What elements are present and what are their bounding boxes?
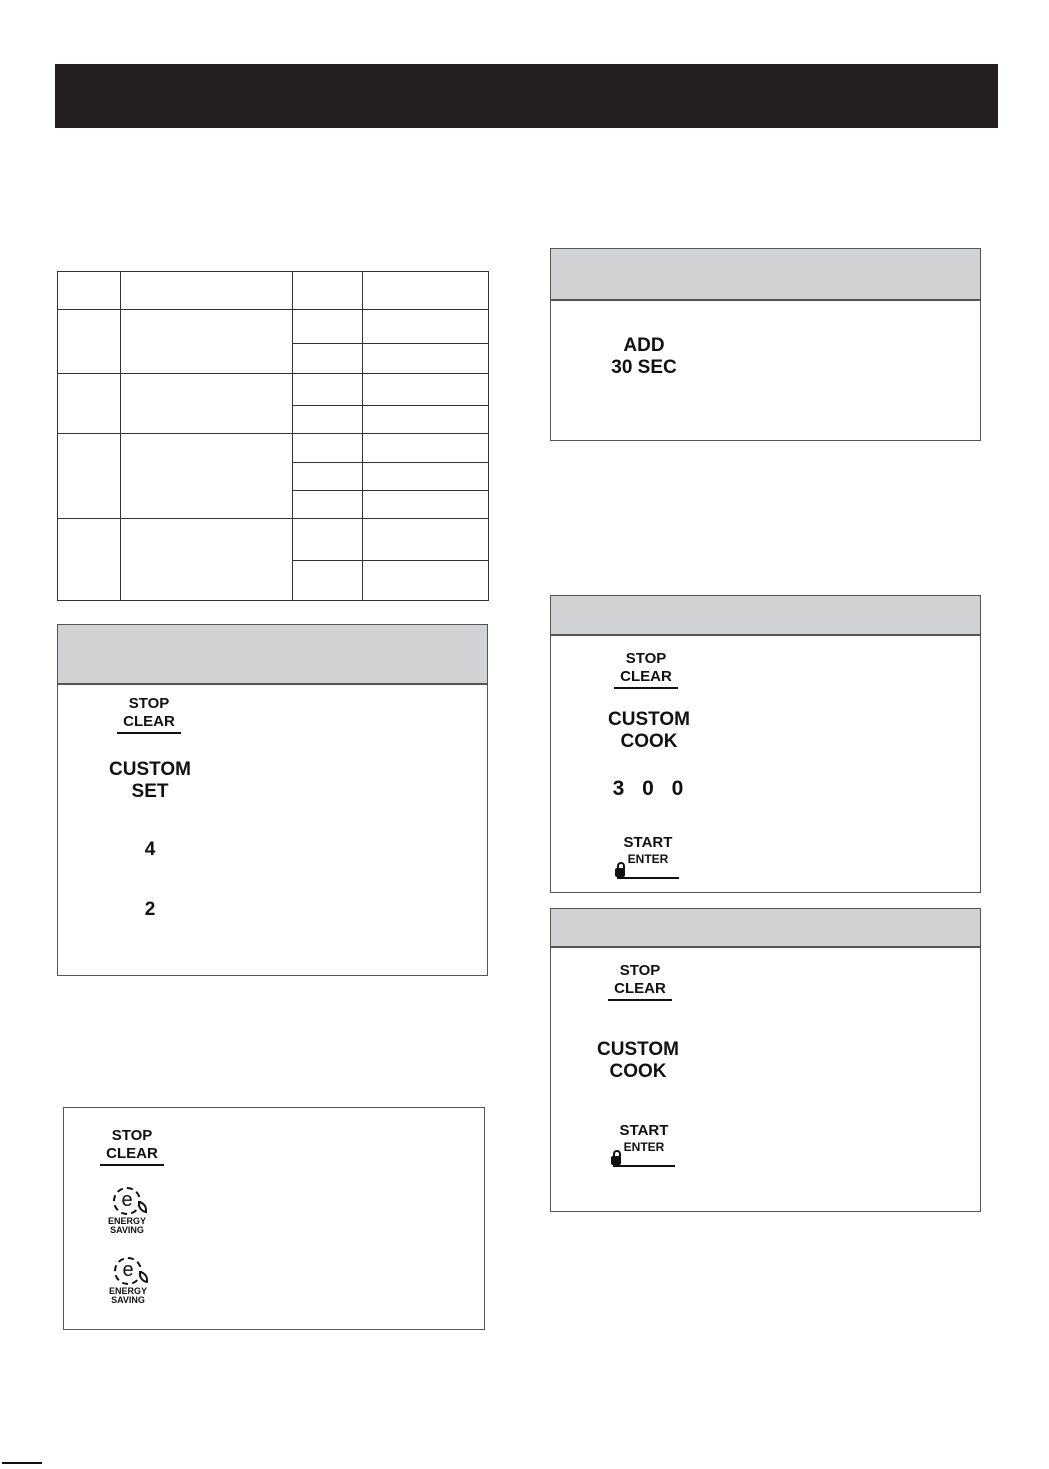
key-underline	[617, 877, 679, 879]
cook-label: COOK	[620, 731, 678, 753]
cook-label: COOK	[609, 1061, 667, 1083]
stop-label: STOP	[625, 650, 667, 667]
custom-cook-key[interactable]	[588, 1039, 688, 1084]
key-underline	[613, 1165, 675, 1167]
key-underline	[117, 732, 181, 734]
number-key-2[interactable]: 2	[144, 899, 156, 920]
saving-label: SAVING	[110, 1225, 144, 1235]
table-row	[58, 272, 489, 310]
page-header-bar	[55, 64, 998, 128]
key-underline	[614, 687, 678, 689]
start-enter-key[interactable]	[613, 834, 683, 879]
energy-saving-icon	[113, 1187, 141, 1215]
energy-saving-key[interactable]	[101, 1257, 155, 1305]
energy-label: ENERGY	[108, 1286, 147, 1296]
leaf-icon	[138, 1201, 147, 1213]
thirty-sec-label: 30 SEC	[611, 357, 677, 379]
set-label: SET	[131, 781, 169, 803]
number-keys-300[interactable]: 3 0 0	[612, 777, 686, 800]
panel-header	[551, 909, 980, 948]
add-30-sec-panel	[550, 248, 981, 441]
custom-cook-key[interactable]	[599, 709, 699, 754]
enter-label: ENTER	[623, 1139, 665, 1154]
key-underline	[100, 1164, 164, 1166]
panel-header	[551, 596, 980, 636]
key-underline	[608, 999, 672, 1001]
page-footer-mark	[2, 1462, 42, 1468]
custom-cook-panel	[550, 595, 981, 893]
custom-cook-start-panel	[550, 908, 981, 1212]
settings-table	[57, 271, 489, 601]
leaf-icon	[139, 1271, 148, 1283]
table-row	[58, 310, 489, 344]
energy-e-glyph: e	[121, 1189, 133, 1211]
custom-set-key[interactable]	[100, 759, 200, 804]
stop-label: STOP	[128, 695, 170, 712]
stop-clear-key[interactable]	[114, 695, 184, 734]
panel-header	[551, 249, 980, 301]
lock-icon	[615, 868, 625, 877]
custom-label: CUSTOM	[109, 759, 191, 780]
stop-clear-key[interactable]	[611, 650, 681, 689]
stop-label: STOP	[111, 1127, 153, 1144]
clear-label: CLEAR	[106, 1144, 158, 1162]
table-row	[58, 434, 489, 463]
add-30-sec-key[interactable]	[594, 335, 694, 380]
enter-line	[613, 852, 683, 875]
start-enter-key[interactable]	[609, 1122, 679, 1167]
clear-label: CLEAR	[123, 712, 175, 730]
panel-header	[58, 625, 487, 685]
energy-saving-icon	[114, 1257, 142, 1285]
number-key-4[interactable]: 4	[144, 839, 156, 860]
enter-label: ENTER	[627, 851, 669, 866]
stop-label: STOP	[619, 962, 661, 979]
stop-clear-key[interactable]	[605, 962, 675, 1001]
energy-e-glyph: e	[122, 1259, 134, 1281]
enter-line	[609, 1140, 679, 1163]
custom-label: CUSTOM	[597, 1039, 679, 1060]
table-row	[58, 374, 489, 406]
lock-icon	[611, 1156, 621, 1165]
start-label: START	[623, 834, 673, 851]
table-row	[58, 519, 489, 561]
energy-saving-panel	[63, 1107, 485, 1330]
stop-clear-key[interactable]	[97, 1127, 167, 1166]
energy-label: ENERGY	[107, 1216, 146, 1226]
custom-set-panel	[57, 624, 488, 976]
saving-label: SAVING	[111, 1295, 145, 1305]
add-label: ADD	[623, 335, 665, 356]
start-label: START	[619, 1122, 669, 1139]
clear-label: CLEAR	[614, 979, 666, 997]
energy-saving-key[interactable]	[100, 1187, 154, 1235]
custom-label: CUSTOM	[608, 709, 690, 730]
clear-label: CLEAR	[620, 667, 672, 685]
